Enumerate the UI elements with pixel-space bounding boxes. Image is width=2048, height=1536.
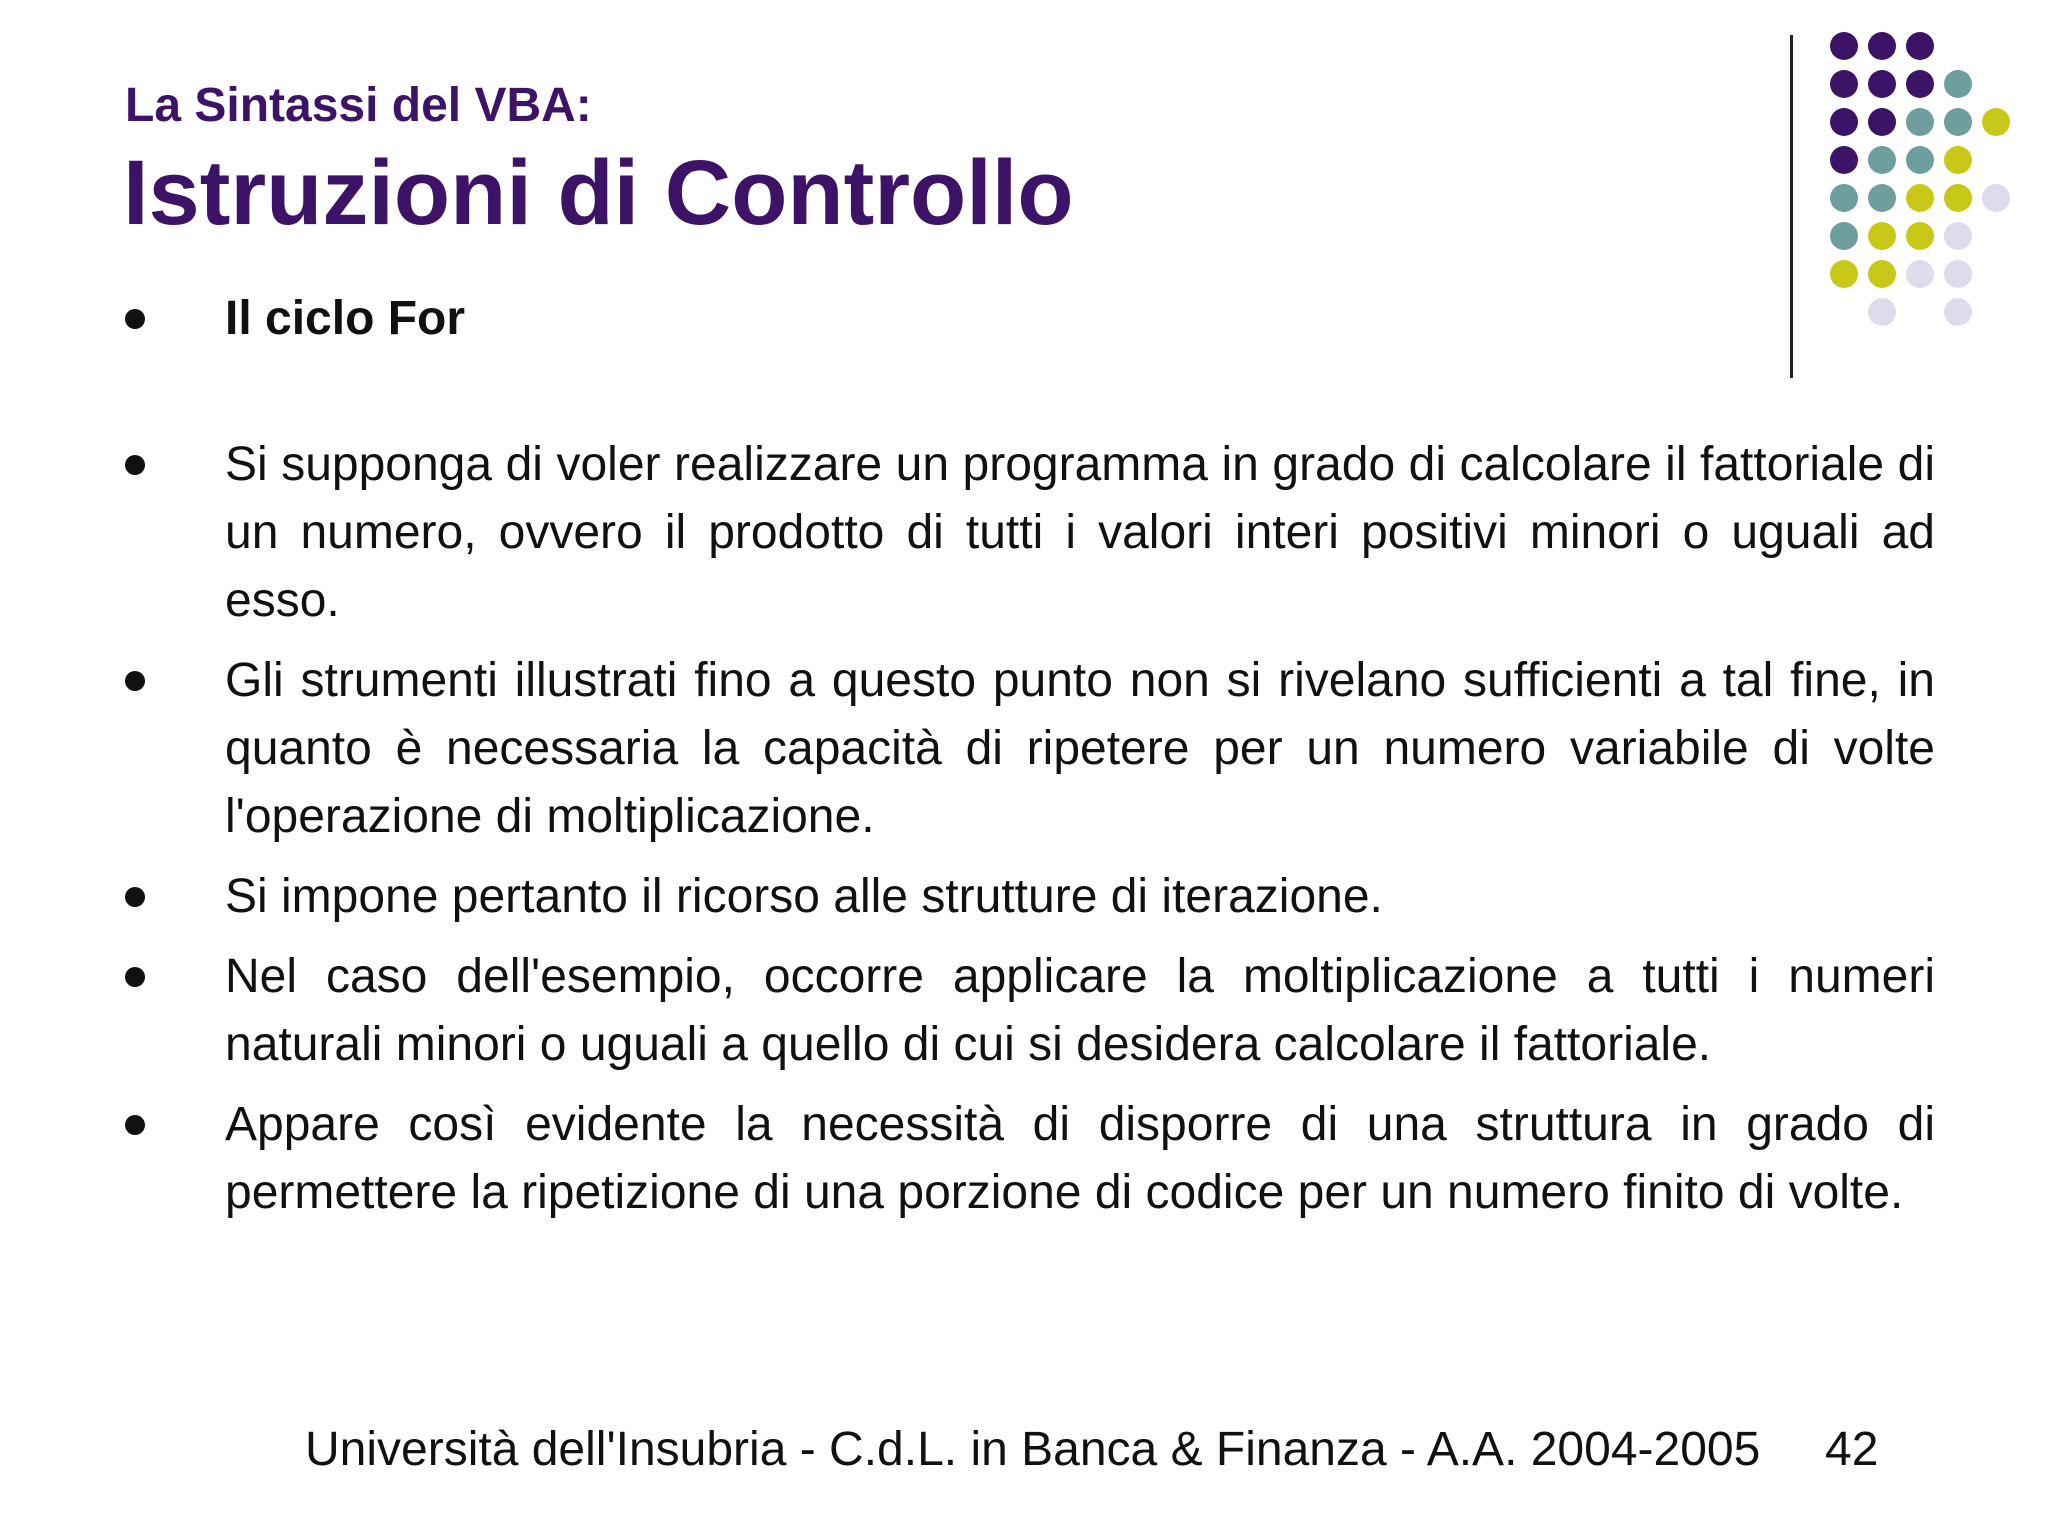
bullet-icon [125,887,145,907]
decorative-dot [1944,146,1972,174]
bullet-item [125,943,1935,1079]
decorative-dot [1830,146,1858,174]
decorative-dot [1868,222,1896,250]
bullet-text: Nel caso dell'esempio, occorre applicare la moltiplicazione a tutti i numeri naturali minori o uguali a quello di cui si desidera calcolare il fattoriale. [225,950,1935,1071]
decorative-dot [1868,260,1896,288]
decorative-dot [1830,32,1858,60]
bullet-text: Il ciclo For [225,292,466,345]
decorative-dot [1830,70,1858,98]
slide-footer: Università dell'Insubria - C.d.L. in Banca & Finanza - A.A. 2004-2005 [305,1423,1761,1476]
decorative-dot [1906,146,1934,174]
slide-title: Istruzioni di Controllo [123,142,1074,244]
bullet-text: Gli strumenti illustrati fino a questo punto non si rivelano sufficienti a tal fine, in quanto è necessaria la capacità di ripetere per un numero variabile di volte l'operazione di moltiplicazione. [225,654,1935,843]
bullet-item [125,863,1935,931]
decorative-dot [1944,108,1972,136]
decorative-dot [1906,184,1934,212]
decorative-dot [1906,222,1934,250]
bullet-text: Si supponga di voler realizzare un programma in grado di calcolare il fattoriale di un numero, ovvero il prodotto di tutti i valori interi positivi minori o uguali ad esso. [225,438,1935,627]
decorative-dot [1868,146,1896,174]
bullet-icon [125,1115,145,1135]
bullet-icon [125,455,145,475]
page-number: 42 [1825,1423,1879,1476]
decorative-dot [1868,184,1896,212]
decorative-dot [1868,108,1896,136]
decorative-dot [1944,184,1972,212]
decorative-dot [1906,32,1934,60]
decorative-dot [1830,184,1858,212]
decorative-dot [1830,108,1858,136]
bullet-item [125,431,1935,635]
decorative-dot [1868,32,1896,60]
bullet-item [125,647,1935,851]
decorative-dot [1944,260,1972,288]
decorative-dot [1944,298,1972,326]
bullet-icon [125,671,145,691]
decorative-dot [1906,260,1934,288]
decorative-dot [1830,260,1858,288]
decorative-dot [1982,184,2010,212]
decorative-dot [1944,70,1972,98]
decorative-dot [1906,70,1934,98]
decorative-dot [1982,108,2010,136]
bullet-text: Appare così evidente la necessità di disporre di una struttura in grado di permettere la ripetizione di una porzione di codice per un numero finito di volte. [225,1098,1935,1219]
bullet-icon [125,967,145,987]
slide-subtitle: La Sintassi del VBA: [125,79,592,132]
decorative-dot [1830,222,1858,250]
bullet-item [125,1091,1935,1227]
bullet-icon [125,309,145,329]
decorative-dot [1944,222,1972,250]
bullet-text: Si impone pertanto il ricorso alle strutture di iterazione. [225,870,1383,923]
decorative-dot [1906,108,1934,136]
bullet-list [125,285,1935,1239]
bullet-item [125,285,1935,353]
decorative-dot [1868,70,1896,98]
